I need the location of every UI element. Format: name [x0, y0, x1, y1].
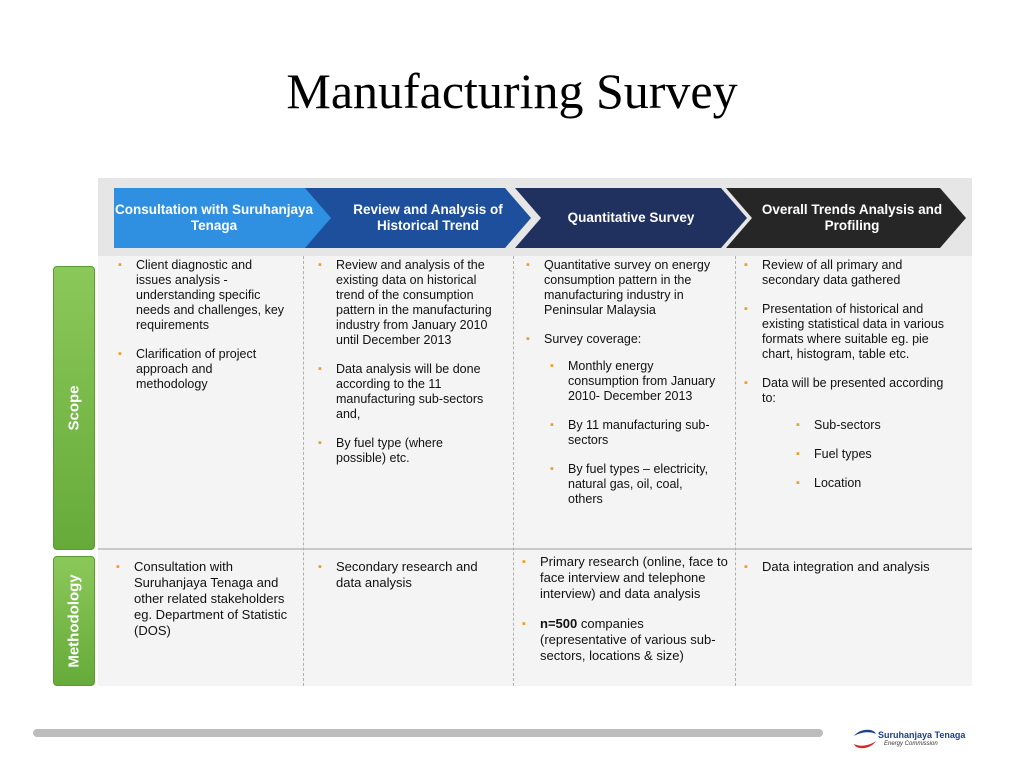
list-item [524, 332, 716, 507]
stage-2-label: Review and Analysis of Historical Trend [353, 202, 503, 233]
scope-col3-list [524, 258, 716, 521]
list-item: ▪ Review of all primary and secondary data gathered [742, 258, 952, 288]
sample-description: companies (representative of various sub-sectors, locations & size) [540, 616, 716, 663]
list-item: ▪ Data integration and analysis [742, 559, 942, 575]
list-item [742, 376, 952, 491]
column-separator [303, 256, 304, 686]
methodology-col3-list [520, 554, 732, 678]
list-item: ▪ By fuel type (where possible) etc. [316, 436, 496, 466]
methodology-col4-list [742, 559, 942, 589]
scope-col1-list [116, 258, 286, 406]
list-item: ▪ Presentation of historical and existing statistical data in various formats where suitable eg. pie chart, histogram, table etc. [742, 302, 952, 362]
sub-list-item: ▪ Sub-sectors [794, 418, 952, 433]
logo-name: Suruhanjaya Tenaga [878, 730, 966, 740]
sub-list [790, 418, 952, 491]
footer-bar [33, 729, 823, 737]
list-item: ▪ Primary research (online, face to face interview and telephone interview) and data analysis [520, 554, 732, 602]
column-separator [735, 256, 736, 686]
scope-label-text: Scope [65, 385, 83, 431]
sub-list-item: ▪ By 11 manufacturing sub-sectors [548, 418, 716, 448]
suruhanjaya-tenaga-logo [850, 724, 970, 756]
sub-list-item: ▪ Monthly energy consumption from January 2010- December 2013 [548, 359, 716, 404]
scope-col4-list [742, 258, 952, 505]
sub-list-item: ▪ Fuel types [794, 447, 952, 462]
sub-list-item: ▪ Location [794, 476, 952, 491]
page-title: Manufacturing Survey [286, 63, 738, 119]
column-separator [513, 256, 514, 686]
stage-4-label: Overall Trends Analysis and Profiling [761, 202, 943, 233]
methodology-col1-list [114, 559, 289, 653]
sub-list-item: ▪ By fuel types – electricity, natural gas, oil, coal, others [548, 462, 716, 507]
list-item-text: Survey coverage: [544, 332, 642, 346]
methodology-row-label [53, 556, 95, 686]
sample-size: n=500 [540, 616, 578, 631]
methodology-col2-list [316, 559, 506, 605]
scope-row-label [53, 266, 95, 550]
list-item: ▪ Review and analysis of the existing data on historical trend of the consumption pattern in the manufacturing industry from January 2010 until December 2013 [316, 258, 496, 348]
logo-tagline: Energy Commission [884, 741, 938, 747]
list-item: ▪ Quantitative survey on energy consumption pattern in the manufacturing industry in Peninsular Malaysia [524, 258, 716, 318]
list-item: ▪ Clarification of project approach and methodology [116, 347, 286, 392]
scope-col2-list [316, 258, 496, 480]
logo-swoosh-icon [852, 728, 878, 750]
list-item: ▪ Client diagnostic and issues analysis - understanding specific needs and challenges, key requirements [116, 258, 286, 333]
list-item [520, 616, 732, 664]
list-item: ▪ Data analysis will be done according to the 11 manufacturing sub-sectors and, [316, 362, 496, 422]
sub-list [544, 359, 716, 507]
list-item-text: Data will be presented according to: [762, 376, 944, 405]
stage-3-label: Quantitative Survey [567, 210, 695, 225]
list-item: ▪ Consultation with Suruhanjaya Tenaga and other related stakeholders eg. Department of Statistic (DOS) [114, 559, 289, 639]
stage-1-label: Consultation with Suruhanjaya Tenaga [114, 202, 313, 233]
methodology-label-text: Methodology [65, 574, 83, 668]
row-divider [98, 548, 972, 550]
list-item: ▪ Secondary research and data analysis [316, 559, 506, 591]
